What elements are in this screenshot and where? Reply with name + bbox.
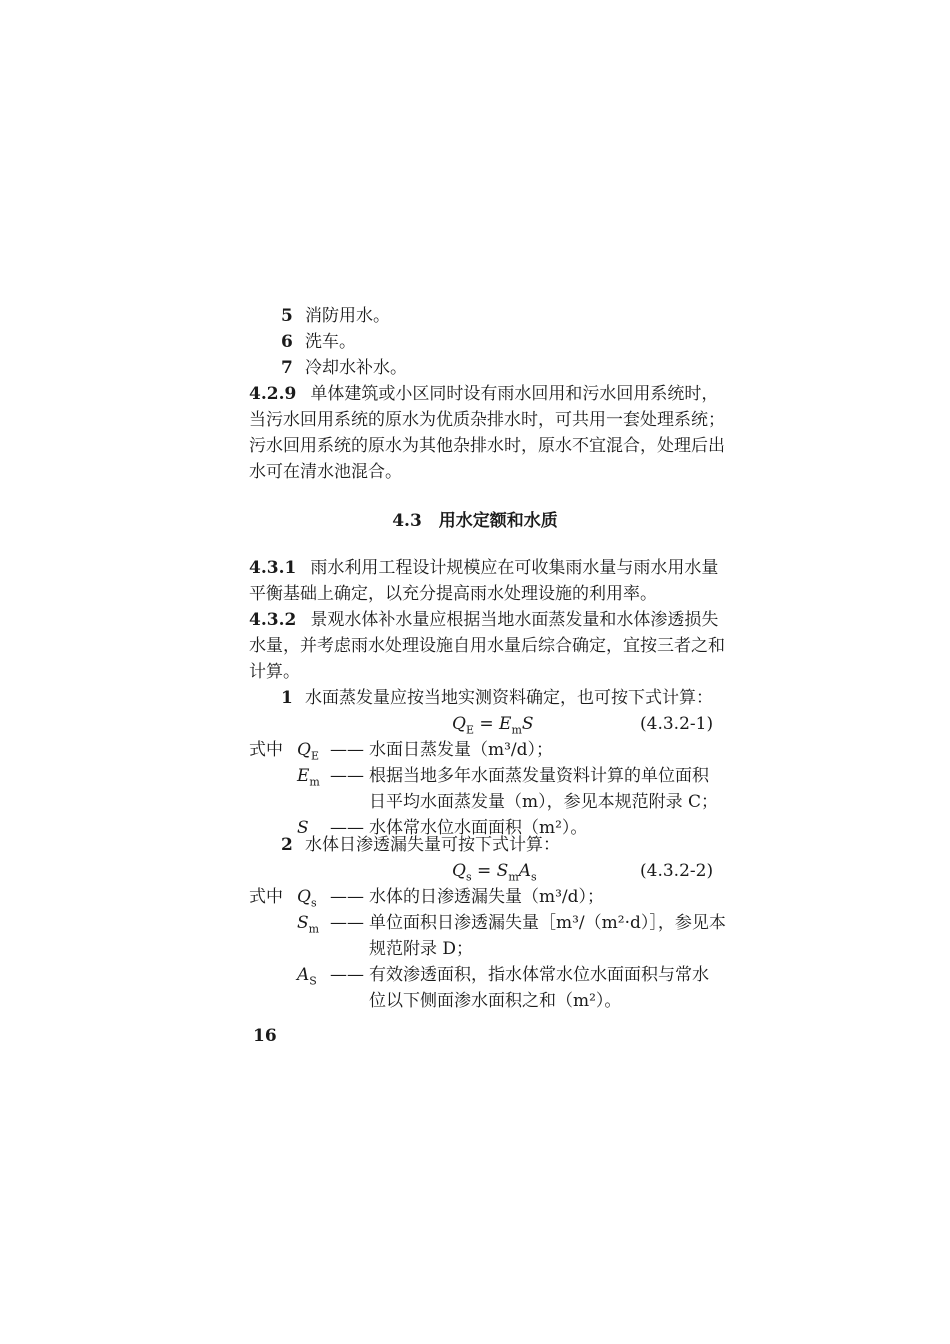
definition-text: 水面日蒸发量（m³/d）； (369, 740, 554, 760)
symbol-Qs: $Q_s$ (297, 887, 317, 910)
definition-text: 单位面积日渗透漏失量［m³/（m²·d）］，参见本 规范附录 D； (369, 913, 726, 959)
symbol-S: S (297, 818, 309, 838)
definition-dash: —— (330, 913, 364, 933)
page-number: 16 (253, 1026, 277, 1046)
definition-text: 水体的日渗透漏失量（m³/d）； (369, 887, 605, 907)
definition-dash: —— (330, 965, 364, 985)
list-item: 6 洗车。 (281, 332, 356, 352)
symbol-As: $A_S$ (297, 965, 317, 988)
definition-dash: —— (330, 887, 364, 907)
definition-dash: —— (330, 766, 364, 786)
symbol-Sm: $S_m$ (297, 913, 320, 936)
symbol-QE: $Q_E$ (297, 740, 319, 763)
equation-2-number: (4.3.2-2) (640, 861, 714, 881)
symbol-Em: $E_m$ (297, 766, 320, 789)
sub-item-2: 2 水体日渗透漏失量可按下式计算： (281, 835, 560, 855)
definition-dash: —— (330, 740, 364, 760)
where-label: 式中 (249, 740, 283, 760)
equation-1-number: (4.3.2-1) (640, 714, 714, 734)
list-item: 7 冷却水补水。 (281, 358, 407, 378)
definition-text: 根据当地多年水面蒸发量资料计算的单位面积 日平均水面蒸发量（m），参见本规范附录 C； (369, 766, 719, 812)
section-heading: 4.3 用水定额和水质 (392, 511, 558, 531)
clause-4-3-1: 4.3.1 雨水利用工程设计规模应在可收集雨水量与雨水用水量 平衡基础上确定，以充分提高雨水处理设施的利用率。 (249, 558, 719, 604)
definition-text: 有效渗透面积，指水体常水位水面面积与常水 位以下侧面渗水面积之和（m²）。 (369, 965, 709, 1011)
sub-item-1: 1 水面蒸发量应按当地实测资料确定，也可按下式计算： (281, 688, 713, 708)
clause-4-3-2: 4.3.2 景观水体补水量应根据当地水面蒸发量和水体渗透损失 水量，并考虑雨水处理设施自用水量后综合确定，宜按三者之和 计算。 (249, 610, 725, 682)
where-label: 式中 (249, 887, 283, 907)
definition-text: 水体常水位水面面积（m²）。 (369, 818, 588, 838)
equation-1: $Q_E = E_mS$ (452, 714, 534, 737)
equation-2: $Q_s = S_mA_s$ (452, 861, 537, 884)
clause-4-2-9: 4.2.9 单体建筑或小区同时设有雨水回用和污水回用系统时， 当污水回用系统的原水为优质杂排水时，可共用一套处理系统； 污水回用系统的原水为其他杂排水时，原水不宜混合，处理后出 水可在清水池混合。 (249, 384, 725, 482)
definition-dash: —— (330, 818, 364, 838)
list-item: 5 消防用水。 (281, 306, 390, 326)
